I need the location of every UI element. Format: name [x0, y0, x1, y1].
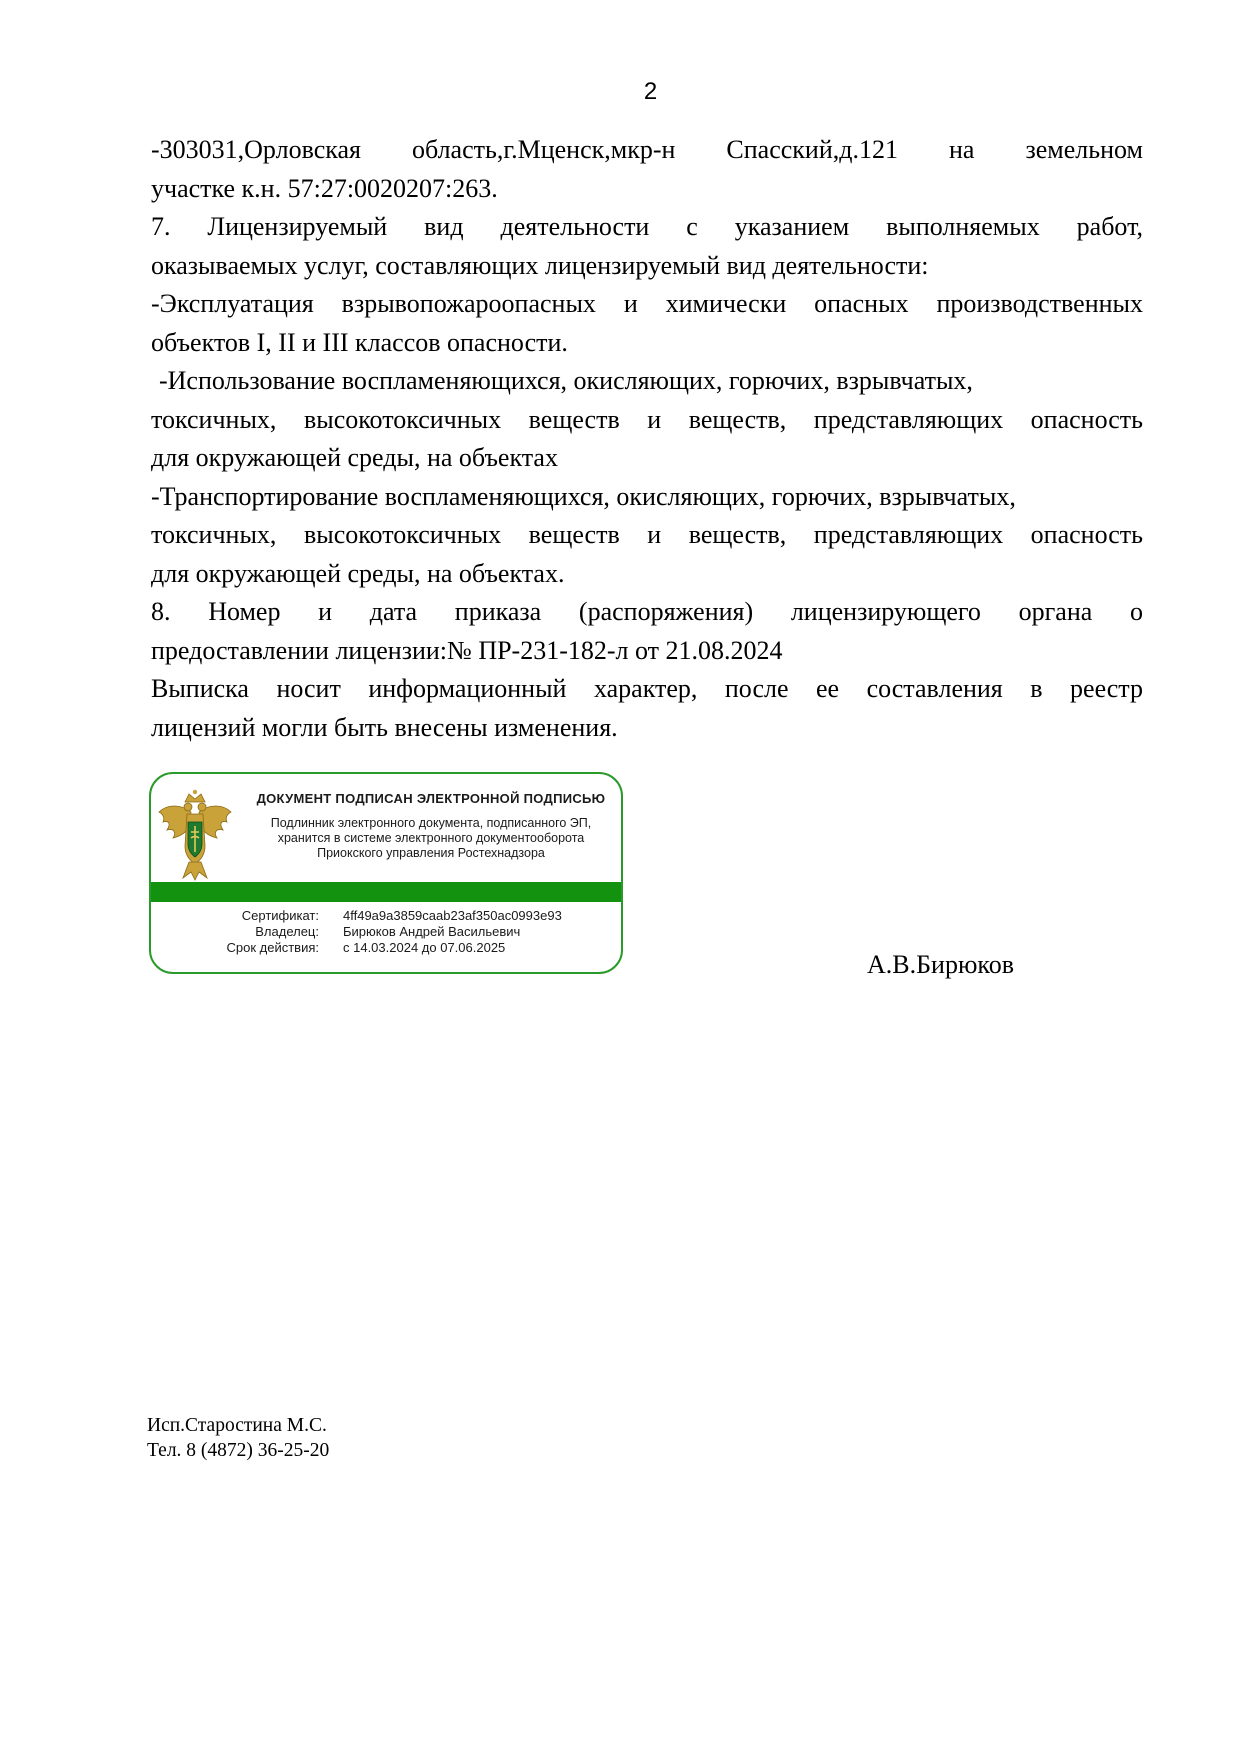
- executor-phone: Тел. 8 (4872) 36-25-20: [147, 1440, 330, 1461]
- paragraph-line: токсичных, высокотоксичных веществ и веществ, представляющих опасность: [151, 404, 1143, 434]
- paragraph-line: -303031,Орловская область,г.Мценск,мкр-н Спасский,д.121 на земельном: [151, 135, 1143, 164]
- stamp-value: Бирюков Андрей Васильевич: [343, 924, 521, 939]
- paragraph-line: для окружающей среды, на объектах.: [151, 558, 565, 588]
- paragraph-line: -Транспортирование воспламеняющихся, окисляющих, горючих, взрывчатых,: [151, 481, 1016, 511]
- signer-name: А.В.Бирюков: [867, 950, 1014, 979]
- paragraph-line: Выписка носит информационный характер, после ее составления в реестр: [151, 674, 1143, 703]
- paragraph-line: оказываемых услуг, составляющих лицензируемый вид деятельности:: [151, 250, 929, 280]
- paragraph-line: участке к.н. 57:27:0020207:263.: [151, 173, 498, 203]
- stamp-title: ДОКУМЕНТ ПОДПИСАН ЭЛЕКТРОННОЙ ПОДПИСЬЮ: [256, 791, 606, 806]
- paragraph-transport: [151, 478, 1143, 594]
- stamp-label: Сертификат:: [241, 908, 319, 923]
- paragraph-exploitation: [151, 285, 1143, 362]
- stamp-row-owner: [151, 924, 621, 940]
- stamp-label: Владелец:: [255, 924, 319, 939]
- stamp-details: [151, 908, 621, 956]
- paragraph-line: объектов I, II и III классов опасности.: [151, 327, 568, 357]
- page-number: 2: [643, 78, 658, 105]
- paragraph-line: предоставлении лицензии:№ ПР-231-182-л от 21.08.2024: [151, 635, 783, 665]
- paragraph-line: для окружающей среды, на объектах: [151, 443, 558, 472]
- stamp-description: [246, 816, 616, 861]
- stamp-value: 4ff49a9a3859caab23af350ac0993e93: [343, 908, 562, 923]
- stamp-description-line: Подлинник электронного документа, подписанного ЭП,: [270, 816, 592, 830]
- paragraph-line: 8. Номер и дата приказа (распоряжения) лицензирующего органа о: [151, 597, 1143, 626]
- paragraph-line: токсичных, высокотоксичных веществ и веществ, представляющих опасность: [151, 520, 1143, 549]
- paragraph-line: 7. Лицензируемый вид деятельности с указанием выполняемых работ,: [151, 212, 1143, 241]
- paragraph-item-7: [151, 208, 1143, 285]
- paragraph-line: лицензий могли быть внесены изменения.: [151, 712, 618, 742]
- paragraph-line: -Эксплуатация взрывопожароопасных и химически опасных производственных: [151, 289, 1143, 318]
- stamp-value: с 14.03.2024 до 07.06.2025: [343, 940, 506, 955]
- paragraph-address: [151, 131, 1143, 208]
- stamp-row-validity: [151, 940, 621, 956]
- stamp-description-line: хранится в системе электронного документооборота: [277, 831, 585, 845]
- document-body: [151, 131, 1143, 747]
- stamp-row-certificate: [151, 908, 621, 924]
- rostekhnadzor-emblem-icon: [155, 788, 235, 884]
- executor-footer: [147, 1413, 329, 1463]
- electronic-signature-stamp: [149, 772, 623, 974]
- paragraph-item-8: [151, 593, 1143, 670]
- paragraph-disclaimer: [151, 670, 1143, 747]
- stamp-label: Срок действия:: [226, 940, 319, 955]
- paragraph-line: -Использование воспламеняющихся, окисляющих, горючих, взрывчатых,: [159, 366, 973, 395]
- executor-name: Исп.Старостина М.С.: [147, 1415, 327, 1436]
- stamp-green-bar: [151, 882, 621, 902]
- paragraph-usage: [151, 362, 1143, 478]
- stamp-description-line: Приокского управления Ростехнадзора: [317, 846, 545, 860]
